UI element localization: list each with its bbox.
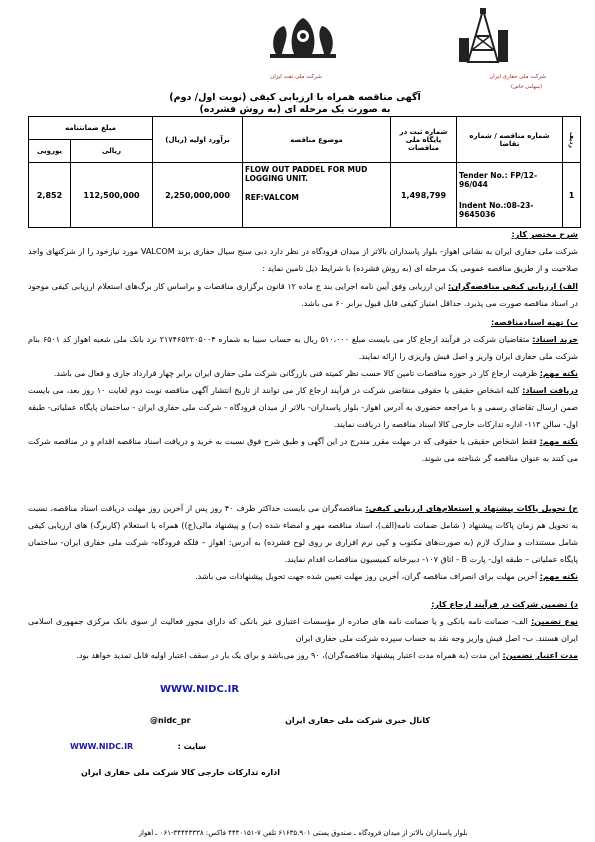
registration-header: شماره ثبت در پایگاه ملی مناقصات (391, 117, 457, 163)
nidc-derrick-logo (454, 8, 512, 64)
tender-table (28, 116, 581, 228)
summary-title: شرح مختصر کار: (511, 230, 578, 239)
page-subtitle: به صورت یک مرحله ای (به روش فشرده) (199, 104, 391, 115)
withdraw-note-text: آخرین مهلت برای انصراف مناقصه گران، آخرین روز مهلت تعیین شده جهت تحویل پیشنهادات می باشد. (195, 572, 538, 581)
section-a-text: این ارزیابی وفق آیین نامه اجرایی بند ج ماده ۱۲ قانون برگزاری مناقصات و براساس کار برگ‌های استعلام ارزیابی کیفی موجود در اسناد مناقصه صورت می پذیرد. حداقل امتیاز کیفی قابل قبول برابر ۶۰ می باشد. (28, 282, 578, 308)
receive-docs-text: کلیه اشخاص حقیقی یا حقوقی متقاضی شرکت در فرآیند ارجاع کار می توانند از تاریخ انتشار آگهی مناقصه نوبت دوم لغایت ۱۰ روز بعد، می بایست ضمن ارسال تقاضای رسمی و با مراجعه حضوری به آدرس اهواز- بلوار پاسداران- بالاتر از میدان فرودگاه - شرکت ملی حفاری ایران - ساختمان پایگاه عملیاتی- طبقه اول- سالن ۱۱۳- اداره تدارکات خارجی کالا اسناد مناقصه را دریافت نمایند. (28, 386, 578, 429)
row-index: 1 (563, 163, 581, 228)
indent-no: Indent No.:08-23-9645036 (459, 201, 534, 219)
section-d-title: د) تضمین شرکت در فرآیند ارجاع کار: (431, 600, 578, 609)
section-b-title: ب) تهیه اسنادمناقصه: (490, 318, 578, 327)
guarantee-validity-label: مدت اعتبار تضمین: (502, 651, 578, 660)
estimate-header: برآورد اولیه (ریال) (153, 117, 243, 163)
subject-header: موضوع مناقصه (243, 117, 391, 163)
news-channel: کانال خبری شرکت ملی حفاری ایران (285, 716, 430, 725)
subject-line1: FLOW OUT PADDEL FOR MUD LOGGING UNIT. (245, 165, 368, 183)
site-url[interactable]: WWW.NIDC.IR (70, 742, 134, 751)
table-row (29, 163, 581, 228)
summary-section (28, 226, 578, 277)
section-d (28, 596, 578, 664)
section-c-title: ج) تحویل پاکات پیشنهاد و استعلام‌های ارزیابی کیفی: (365, 504, 579, 513)
section-c (28, 500, 578, 585)
section-a-title: الف) ارزیابی کیفی مناقصه‌گران: (448, 282, 579, 291)
section-c-text: مناقصه‌گران می بایست حداکثر ظرف ۴۰ روز پس از آخرین روز مهلت دریافت اسناد مناقصه، نسبت به تحویل هم زمان پاکات پیشنهاد ( شامل ضمانت نامه(الف)، اسناد مناقصه مهر و امضاء شده (ب) و پیشنهاد مالی(ج)) همراه با استعلام (کاربرگ) های ارزیابی کیفی شامل مستندات و مدارک لازم (به صورت‌های مکتوب و کپی نرم افزاری بر روی لوح فشرده) به آدرس: اهواز – فلکه فرودگاه- شرکت ملی حفاری ایران- ساختمان پایگاه عملیاتی – طبقه اول- پارت B - اتاق ۱۰۷- دبیرخانه کمیسیون مناقصات اقدام نمایند. (28, 504, 578, 564)
euro-header: یورویی (29, 140, 71, 163)
section-b (28, 314, 578, 467)
guarantee-type-text: الف- ضمانت نامه بانکی و یا ضمانت نامه های صادره از مؤسسات اعتباری غیر بانکی که دارای مجوز فعالیت از سوی بانک مرکزی جمهوری اسلامی ایران هستند. ب- اصل فیش واریز وجه نقد به حساب سپرده شرکت ملی حفاری ایران (28, 617, 578, 643)
summary-text: شرکت ملی حفاری ایران به نشانی اهواز- بلوار پاسداران بالاتر از میدان فرودگاه در نظر دارد دبی سنج سیال حفاری برند VALCOM مورد نیازخود را از شرکتهای واجد صلاحیت و از طریق مناقصه عمومی یک مرحله ای (به روش فشرده) با شرایط ذیل تامین نماید : (28, 247, 578, 273)
nioc-logo (268, 14, 338, 60)
rial-header: ریالی (71, 140, 153, 163)
withdraw-note-label: نکته مهم: (539, 572, 578, 581)
channel-id[interactable]: @nidc_pr (150, 716, 191, 725)
receive-docs-label: دریافت اسناد: (522, 386, 579, 395)
subject-line2: REF:VALCOM (245, 193, 299, 202)
left-company-name: شرکت ملی نفت ایران (270, 74, 322, 80)
tender-no: Tender No.: FP/12-96/044 (459, 171, 538, 189)
guarantee-validity-text: این مدت (به همراه مدت اعتبار پیشنهاد مناقصه‌گران)، ۹۰ روز می‌باشد و برای یک بار در سقف اعتبار اولیه قابل تمدید خواهد بود. (76, 651, 500, 660)
capacity-note-label: نکته مهم: (539, 369, 578, 378)
subject-cell (243, 163, 391, 228)
guarantee-type-label: نوع تضمین: (531, 617, 578, 626)
right-company-sub: (سهامی خاص) (510, 84, 542, 90)
tender-number-header: شماره مناقصه / شماره تقاضا (457, 117, 563, 163)
registration-value: 1,498,799 (391, 163, 457, 228)
page-title: آگهی مناقصه همراه با ارزیابی کیفی (نوبت اول/ دوم) (169, 92, 421, 103)
buy-docs-label: خرید اسناد: (532, 335, 579, 344)
euro-value: 2,852 (29, 163, 71, 228)
right-company-name: شرکت ملی حفاری ایران (489, 74, 546, 80)
site-label: سایت : (177, 742, 206, 751)
buy-docs-text: متقاضیان شرکت در فرآیند ارجاع کار می بایست مبلغ ۵۱۰،۰۰۰ ریال به حساب سیبا به شماره ۲۱۷۴۶۵۲۲۰۵۰۰۴ نزد بانک ملی شعبه اهواز کد ۶۵۰۱ بنام شرکت ملی حفاری ایران واریز و اصل فیش واریزی را ارائه نمایند. (28, 335, 578, 361)
department-name: اداره تدارکات خارجی کالا شرکت ملی حفاری ایران (81, 768, 280, 777)
website-link-main[interactable]: WWW.NIDC.IR (160, 684, 240, 695)
row-header: ردیف (563, 117, 581, 163)
bidders-note-text: فقط اشخاص حقیقی یا حقوقی که در مهلت مقرر مندرج در این آگهی و طبق شرح فوق نسبت به خرید و دریافت اسناد مناقصه اقدام و در مناقصه شرکت می کنند به عنوان مناقصه گر شناخته می شوند. (28, 437, 578, 463)
tender-number-cell (457, 163, 563, 228)
section-a (28, 278, 578, 312)
rial-value: 112,500,000 (71, 163, 153, 228)
bidders-note-label: نکته مهم: (539, 437, 579, 446)
capacity-note-text: ظرفیت ارجاع کار در حوزه مناقصات تامین کالا حسب نظر کمیته فنی بازرگانی شرکت ملی حفاری ایران برابر چهار قرارداد جاری و فعال می باشد. (53, 369, 538, 378)
estimate-value: 2,250,000,000 (153, 163, 243, 228)
guarantee-header: مبلغ ضمانتنامه (29, 117, 153, 140)
footer-address: بلوار پاسداران بالاتر از میدان فرودگاه ـ صندوق پستی ۶۱۶۳۵.۹۰۱ تلفن ۷-۴۴۴۰۱۵۱ فاکس: ۳۴۴۴۳۳۳۸-۰۶۱ ـ اهواز (138, 829, 468, 837)
